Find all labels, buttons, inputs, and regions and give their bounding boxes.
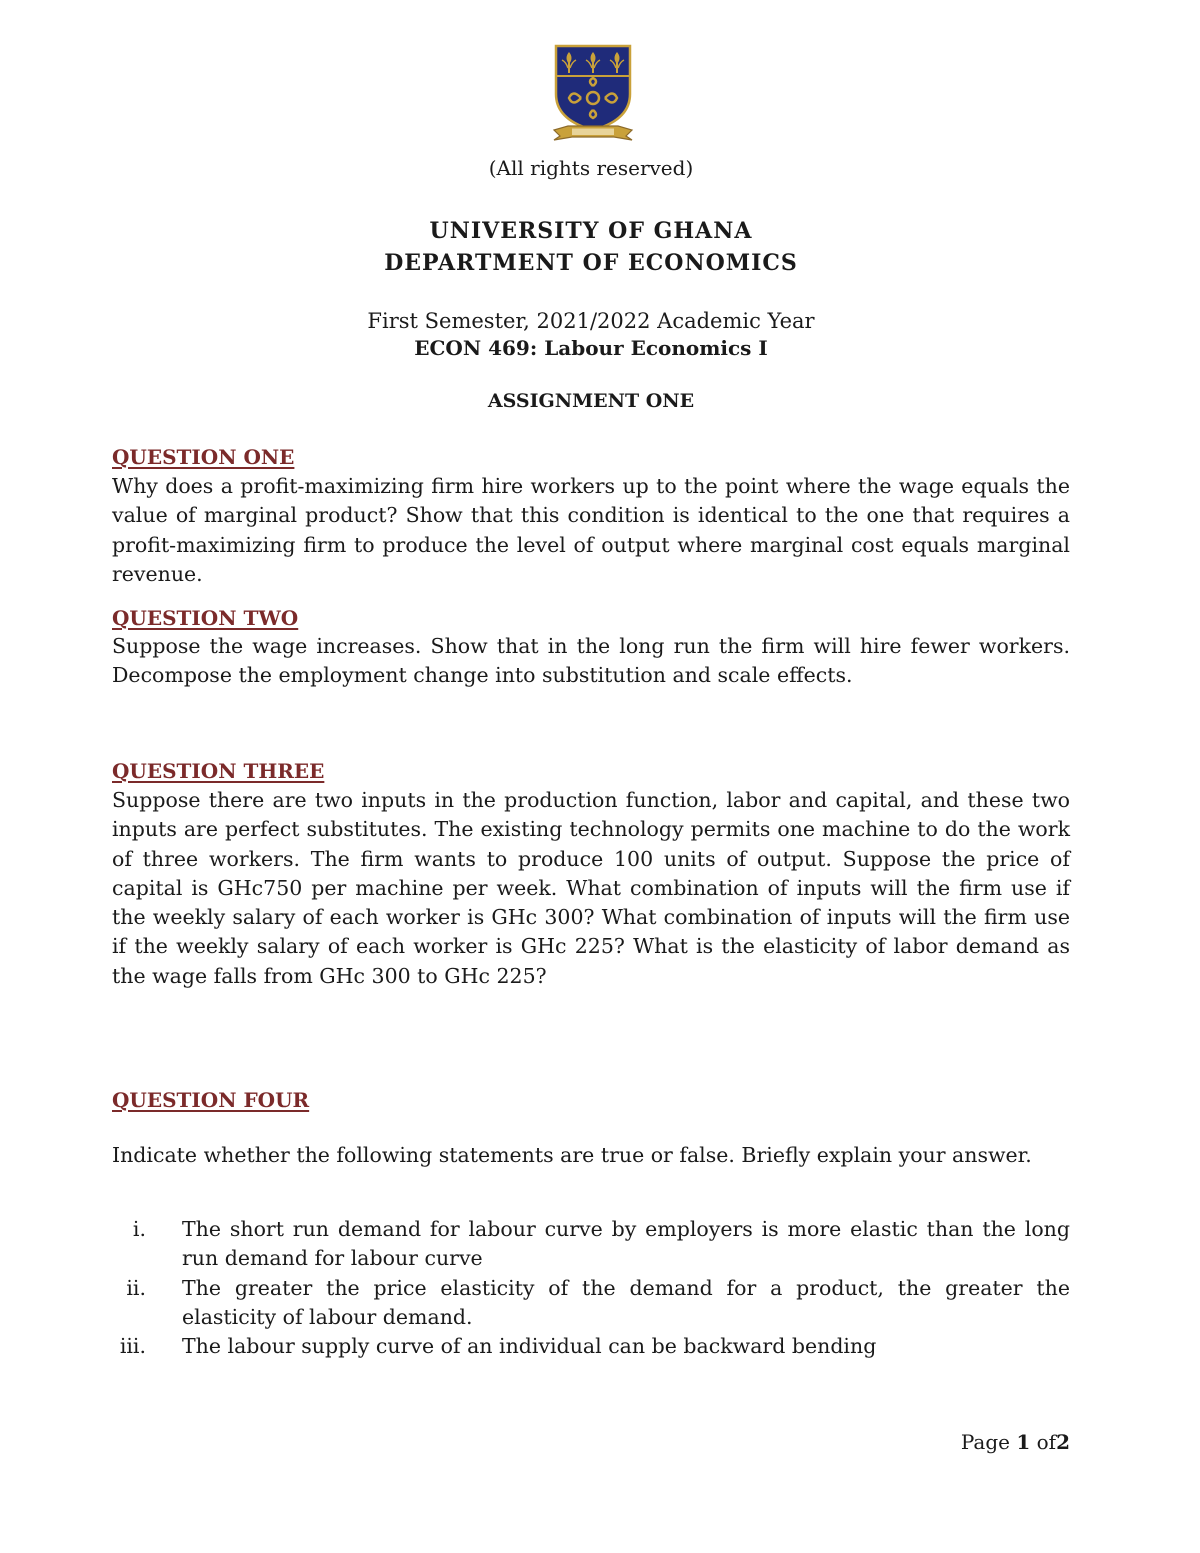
page-total: 2 xyxy=(1056,1430,1070,1454)
list-item-number: i. xyxy=(132,1217,146,1241)
university-crest-logo xyxy=(548,42,638,142)
list-item xyxy=(112,1332,1070,1361)
assignment-title: ASSIGNMENT ONE xyxy=(487,390,695,412)
question-one-text: Why does a profit-maximizing firm hire workers up to the point where the wage equals the value of marginal product? Show that this condition is identical to the one that requires a profit-maximizing firm to produce the level of output where marginal cost equals marginal revenue. xyxy=(112,474,1070,586)
page-label: Page xyxy=(960,1430,1010,1454)
question-four-instructions: Indicate whether the following statements are true or false. Briefly explain your answer. xyxy=(112,1143,1032,1167)
question-three-heading: QUESTION THREE xyxy=(112,759,325,783)
list-item-text: The short run demand for labour curve by employers is more elastic than the long run demand for labour curve xyxy=(182,1217,1070,1271)
semester-line: First Semester, 2021/2022 Academic Year xyxy=(367,309,815,333)
question-two-heading: QUESTION TWO xyxy=(112,606,299,630)
question-three-text: Suppose there are two inputs in the production function, labor and capital, and these two inputs are perfect substitutes. The existing technology permits one machine to do the work of three workers. The firm wants to produce 100 units of output. Suppose the price of capital is GHc750 per machine per week. What combination of inputs will the firm use if the weekly salary of each worker is GHc 300? What combination of inputs will the firm use if the weekly salary of each worker is GHc 225? What is the elasticity of labor demand as the wage falls from GHc 300 to GHc 225? xyxy=(112,788,1070,988)
page-of: of xyxy=(1036,1430,1057,1454)
list-item-number: ii. xyxy=(126,1275,146,1300)
university-name: UNIVERSITY OF GHANA xyxy=(429,218,753,244)
question-four-heading: QUESTION FOUR xyxy=(112,1088,310,1112)
question-two-text: Suppose the wage increases. Show that in the long run the firm will hire fewer workers. Decompose the employment change into substitution and scale effects. xyxy=(112,634,1070,688)
rights-notice: (All rights reserved) xyxy=(488,156,694,180)
department-name: DEPARTMENT OF ECONOMICS xyxy=(384,250,798,276)
list-item-text: The greater the price elasticity of the demand for a product, the greater the elasticity of labour demand. xyxy=(182,1275,1070,1329)
list-item xyxy=(112,1274,1070,1333)
page-number-footer xyxy=(961,1430,1070,1454)
statements-list xyxy=(112,1215,1070,1361)
list-item-text: The labour supply curve of an individual can be backward bending xyxy=(182,1334,877,1359)
course-title: ECON 469: Labour Economics I xyxy=(414,336,768,360)
question-one-heading: QUESTION ONE xyxy=(112,445,295,469)
page-current: 1 xyxy=(1016,1430,1031,1454)
list-item xyxy=(112,1215,1070,1274)
list-item-number: iii. xyxy=(119,1334,146,1359)
